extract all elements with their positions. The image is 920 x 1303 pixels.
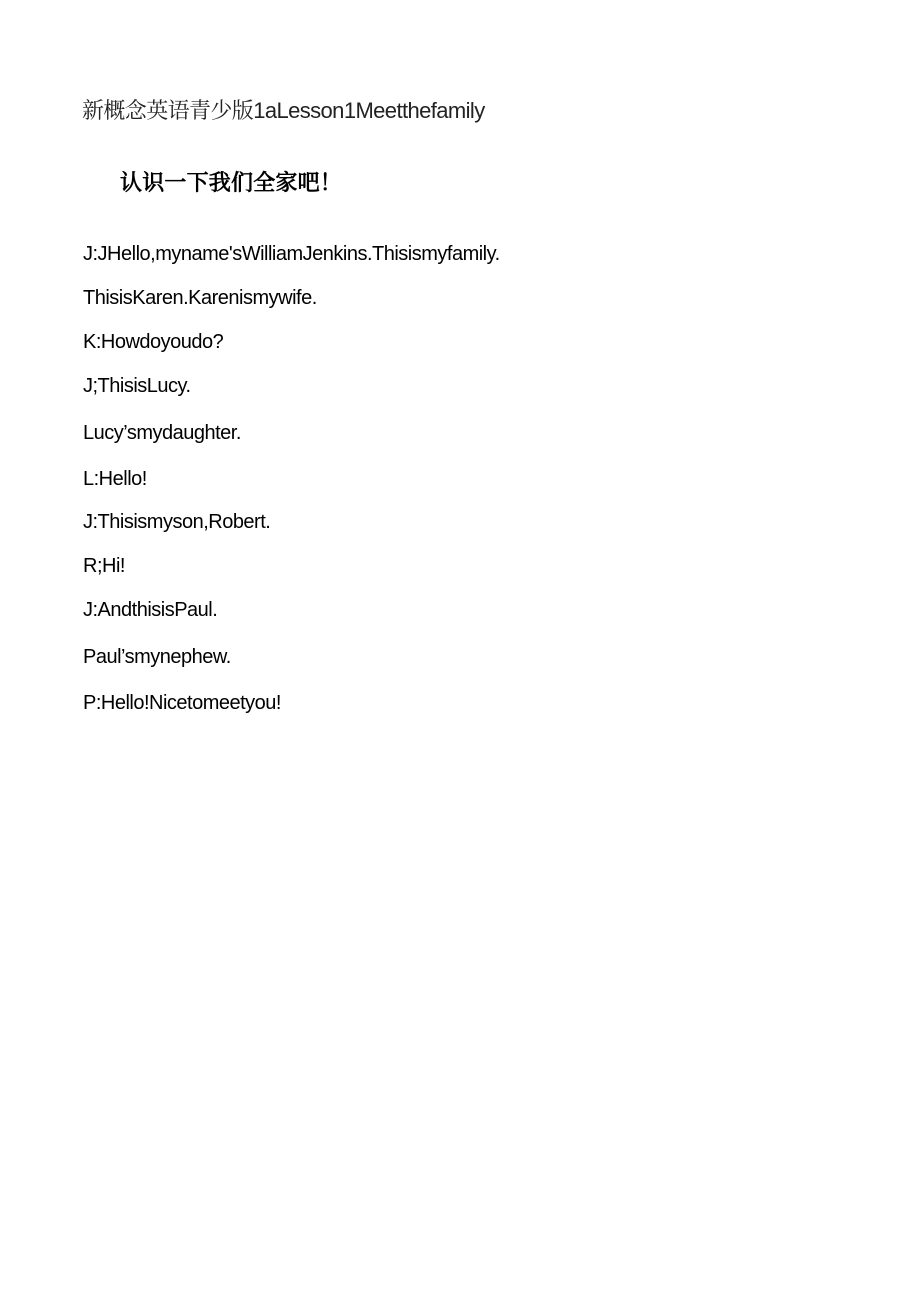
dialogue-line: J:Thisismyson,Robert. (83, 511, 271, 533)
dialogue-line: Paul’smynephew. (83, 646, 231, 668)
dialogue-line: K:Howdoyoudo? (83, 331, 224, 353)
dialogue-line: J:JHello,myname'sWilliamJenkins.Thisismyfamily. (83, 243, 500, 265)
dialogue-line: Lucy’smydaughter. (83, 422, 241, 444)
document-title: 新概念英语青少版1aLesson1Meetthefamily (82, 98, 485, 123)
dialogue-line: ThisisKaren.Karenismywife. (83, 287, 317, 309)
dialogue-line: R;Hi! (83, 555, 125, 577)
dialogue-line: L:Hello! (83, 468, 147, 490)
dialogue-line: J:AndthisisPaul. (83, 599, 218, 621)
dialogue-line: P:Hello!Nicetomeetyou! (83, 692, 281, 714)
dialogue-line: J;ThisisLucy. (83, 375, 191, 397)
document-subtitle: 认识一下我们全家吧！ (120, 170, 343, 195)
